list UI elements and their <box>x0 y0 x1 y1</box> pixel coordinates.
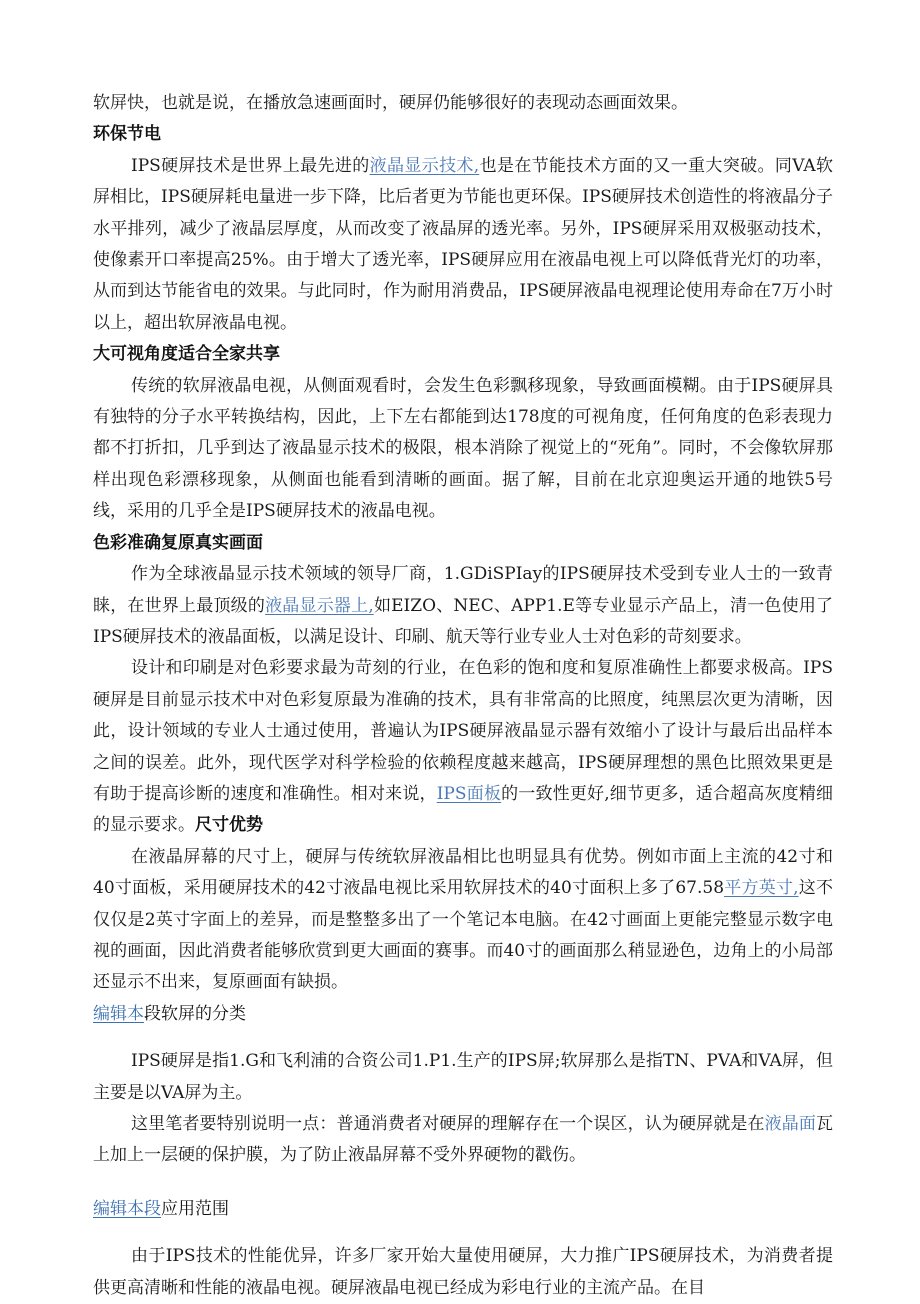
paragraph-color-2 <box>93 653 833 841</box>
spacer <box>93 1225 833 1241</box>
link-lcd-panel[interactable]: 液晶面 <box>764 1114 816 1134</box>
spacer <box>93 1030 833 1046</box>
paragraph-size-text-b: 这不仅仅是2英寸字面上的差异，而是整整多出了一个笔记本电脑。在42寸画面上更能完整显示数字电视的画面，因此消费者能够欣赏到更大画面的赛事。而40寸的画面那么稍显逊色，边角上的小局部还显示不出来，复原画面有缺损。 <box>93 878 834 993</box>
paragraph-color-2-text-a: 设计和印刷是对色彩要求最为苛刻的行业，在色彩的饱和度和复原准确性上都要求极高。IPS硬屏是目前显示技术中对色彩复原最为准确的技术，具有非常高的比照度，纯黑层次更为清晰，因此，设计领域的专业人士通过使用，普遍认为IPS硬屏液晶显示器有效缩小了设计与最后出品样本之间的误差。此外，现代医学对科学检验的依赖程度越来越高，IPS硬屏理想的黑色比照效果更是有助于提高诊断的速度和准确性。相对来说， <box>93 658 833 804</box>
paragraph-eco-text-a: IPS硬屏技术是世界上最先进的 <box>131 155 370 176</box>
paragraph-classification-2-text-b: 瓦上加上一层硬的保护膜，为了防止液晶屏幕不受外界硬物的戳伤。 <box>93 1114 833 1166</box>
paragraph-color-1-text-b: 如EIZO、NEC、APP1.E等专业显示产品上，清一色使用了IPS硬屏技术的液晶面板，以满足设计、印刷、航天等行业专业人士对色彩的苛刻要求。 <box>93 595 834 647</box>
intro-paragraph: 软屏快，也就是说，在播放急速画面时，硬屏仍能够很好的表现动态画面效果。 <box>93 93 688 113</box>
heading-size-advantage: 尺寸优势 <box>195 815 263 836</box>
heading-eco: 环保节电 <box>93 124 161 145</box>
link-lcd-display-tech[interactable]: 液晶显示技术, <box>369 155 480 176</box>
paragraph-viewing-angle: 传统的软屏液晶电视，从侧面观看时，会发生色彩飘移现象，导致画面模糊。由于IPS硬屏具有独特的分子水平转换结构，因此，上下左右都能到达178度的可视角度，任何角度的色彩表现力都不打折扣，几乎到达了液晶显示技术的极限，根本消除了视觉上的“死角”。同时，不会像软屏那样出现色彩漂移现象，从侧面也能看到清晰的画面。据了解，目前在北京迎奥运开通的地铁5号线，采用的几乎全是IPS硬屏技术的液晶电视。 <box>93 375 833 522</box>
paragraph-classification-2 <box>93 1109 833 1172</box>
paragraph-color-2-text-b: 的一致性更好,细节更多，适合超高灰度精细的显示要求。 <box>93 783 834 836</box>
edit-section-link[interactable]: 编辑本 <box>93 1003 144 1024</box>
paragraph-size-text-a: 在液晶屏幕的尺寸上，硬屏与传统软屏液晶相比也明显具有优势。例如市面上主流的42寸和40寸面板，采用硬屏技术的42寸液晶电视比采用软屏技术的40寸面积上多了67.58 <box>93 846 833 899</box>
link-ips-panel[interactable]: IPS面板 <box>436 783 502 804</box>
paragraph-size <box>93 842 833 999</box>
heading-classification-text: 段软屏的分类 <box>144 1003 246 1024</box>
heading-application-text: 应用范围 <box>161 1198 229 1219</box>
link-lcd-monitor[interactable]: 液晶显示器上, <box>265 595 374 616</box>
heading-viewing-angle: 大可视角度适合全家共享 <box>93 344 280 365</box>
paragraph-color-1 <box>93 559 833 653</box>
link-square-inch[interactable]: 平方英寸, <box>724 878 799 899</box>
spacer <box>93 1172 833 1194</box>
paragraph-classification-2-text-a: 这里笔者要特别说明一点：普通消费者对硬屏的理解存在一个误区，认为硬屏就是在 <box>131 1114 765 1134</box>
edit-section-link[interactable]: 编辑本段 <box>93 1198 161 1219</box>
heading-color-accuracy: 色彩准确复原真实画面 <box>93 532 263 553</box>
heading-application <box>93 1194 833 1225</box>
paragraph-eco <box>93 151 833 339</box>
paragraph-color-1-text-a: 作为全球液晶显示技术领域的领导厂商，1.GDiSPIay的IPS硬屏技术受到专业人士的一致青睐，在世界上最顶级的 <box>93 564 833 616</box>
heading-classification <box>93 999 833 1030</box>
document-page <box>93 88 833 1304</box>
paragraph-eco-text-b: 也是在节能技术方面的又一重大突破。同VA软屏相比，IPS硬屏耗电量进一步下降，比后者更为节能也更环保。IPS硬屏技术创造性的将液晶分子水平排列，减少了液晶层厚度，从而改变了液晶屏的透光率。另外，IPS硬屏采用双极驱动技术，使像素开口率提高25%。由于增大了透光率，IPS硬屏应用在液晶电视上可以降低背光灯的功率，从而到达节能省电的效果。与此同时，作为耐用消费品，IPS硬屏液晶电视理论使用寿命在7万小时以上，超出软屏液晶电视。 <box>93 155 833 333</box>
paragraph-application: 由于IPS技术的性能优异，许多厂家开始大量使用硬屏，大力推广IPS硬屏技术，为消费者提供更高清晰和性能的液晶电视。硬屏液晶电视已经成为彩电行业的主流产品。在目 <box>93 1246 833 1298</box>
paragraph-classification-1: IPS硬屏是指1.G和飞利浦的合资公司1.P1.生产的IPS屏;软屏那么是指TN、PVA和VA屏，但主要是以VA屏为主。 <box>93 1051 833 1103</box>
